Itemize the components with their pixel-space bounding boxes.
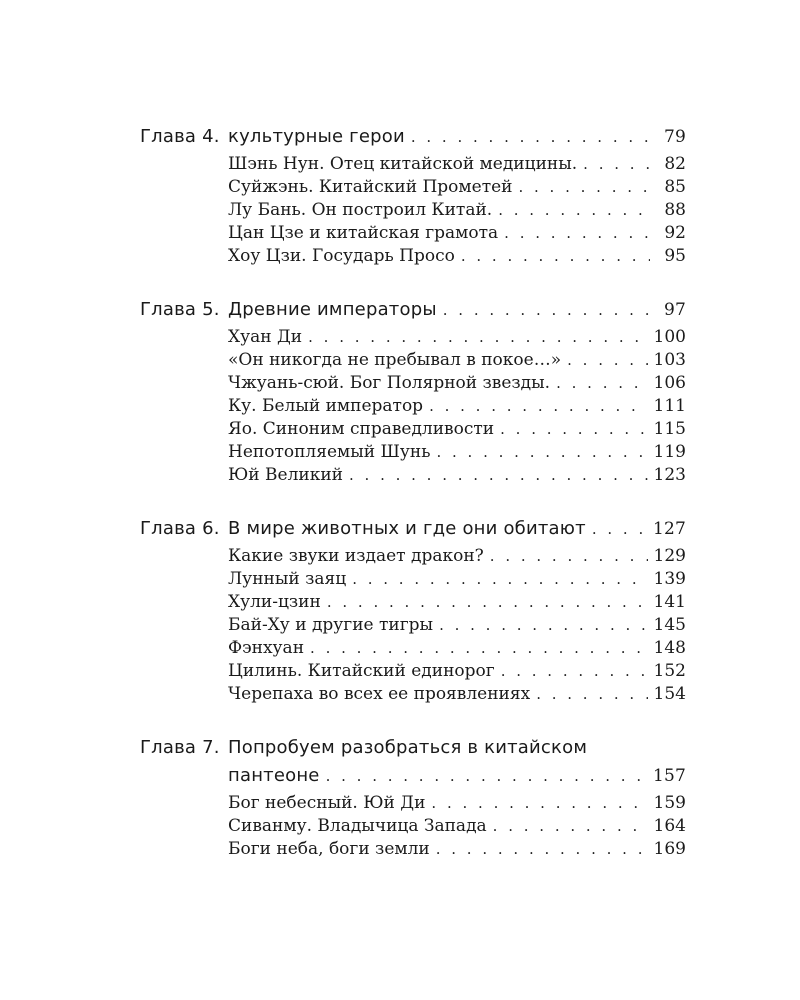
chapter-heading[interactable] [140,737,686,765]
dot-leader [310,639,648,657]
chapter-title: В мире животных и где они обитают [228,518,586,539]
page-number: 92 [664,223,686,243]
toc-entry[interactable] [140,839,686,862]
page-number: 154 [653,684,686,704]
page-number: 139 [653,569,686,589]
toc-entry[interactable] [140,200,686,223]
chapter-6 [140,518,686,707]
entry-title: Хоу Цзи. Государь Просо [228,246,455,266]
dot-leader [352,570,647,588]
chapter-label: Глава 4. [140,126,220,147]
entry-title: Хули-цзин [228,592,321,612]
page-number: 82 [664,154,686,174]
toc-entry[interactable] [140,569,686,592]
page-number: 141 [653,592,686,612]
toc-entry[interactable] [140,816,686,839]
entry-title: Непотопляемый Шунь [228,442,431,462]
entry-title: Ку. Белый император [228,396,424,416]
entry-title: Юй Великий [228,465,343,485]
page-number: 152 [653,661,686,681]
dot-leader [443,301,650,319]
dot-leader [461,247,650,265]
toc-entry[interactable] [140,442,686,465]
page-number: 97 [663,300,686,320]
toc-entry[interactable] [140,223,686,246]
dot-leader [501,662,648,680]
dot-leader [431,794,647,812]
dot-leader [500,420,647,438]
entry-title: Цан Цзе и китайская грамота [228,223,499,243]
toc-entry[interactable] [140,177,686,200]
chapter-label: Глава 5. [140,299,220,320]
dot-leader [436,840,648,858]
toc-entry[interactable] [140,373,686,396]
chapter-4 [140,126,686,269]
page-number: 115 [653,419,686,439]
page-number: 127 [652,519,686,539]
dot-leader [411,128,650,146]
chapter-title-line-2: пантеоне [228,765,320,786]
entry-title: Хуан Ди [228,327,303,347]
chapter-title: Попробуем разобраться в китайском [228,737,588,758]
page-number: 159 [653,793,686,813]
page-number: 85 [664,177,686,197]
entry-title: Бог небесный. Юй Ди [228,793,426,813]
chapter-5 [140,299,686,488]
dot-leader [439,616,647,634]
dot-leader [326,767,647,785]
dot-leader [349,466,648,484]
toc-entry[interactable] [140,154,686,177]
page-number: 145 [653,615,686,635]
page-number: 169 [653,839,686,859]
toc-entry[interactable] [140,327,686,350]
entry-title: Боги неба, боги земли [228,839,430,859]
toc-entry[interactable] [140,684,686,707]
toc-entry[interactable] [140,793,686,816]
chapter-heading[interactable] [140,126,686,154]
dot-leader [436,443,647,461]
toc-entry[interactable] [140,661,686,684]
toc-entry[interactable] [140,350,686,373]
entry-title: Шэнь Нун. Отец китайской медицины. [228,154,578,174]
page-number: 129 [653,546,686,566]
page-number: 164 [653,816,686,836]
page-number: 103 [653,350,686,370]
entry-title: Лу Бань. Он построил Китай. [228,200,493,220]
dot-leader [490,547,648,565]
dot-leader [327,593,648,611]
dot-leader [429,397,647,415]
page-number: 123 [653,465,686,485]
entry-title: Яо. Синоним справедливости [228,419,495,439]
entry-title: Черепаха во всех ее проявлениях [228,684,531,704]
chapter-title: культурные герои [228,126,405,147]
entry-title: «Он никогда не пребывал в покое…» [228,350,562,370]
entry-title: Лунный заяц [228,569,347,589]
chapter-heading[interactable] [140,299,686,327]
chapter-heading[interactable] [140,518,686,546]
dot-leader [536,685,647,703]
toc-entry[interactable] [140,592,686,615]
entry-title: Суйжэнь. Китайский Прометей [228,177,513,197]
toc-entry[interactable] [140,246,686,269]
page-number: 157 [652,766,686,786]
chapter-label: Глава 7. [140,737,220,758]
page-number: 106 [653,373,686,393]
toc-entry[interactable] [140,638,686,661]
page-number: 119 [653,442,686,462]
chapter-heading-continuation[interactable] [140,765,686,793]
toc-entry[interactable] [140,465,686,488]
entry-title: Цилинь. Китайский единорог [228,661,495,681]
chapter-label: Глава 6. [140,518,220,539]
page-number: 79 [663,127,686,147]
page-number: 148 [653,638,686,658]
table-of-contents [140,126,686,892]
chapter-7 [140,737,686,862]
dot-leader [592,520,647,538]
page-number: 95 [664,246,686,266]
entry-title: Чжуань-сюй. Бог Полярной звезды. [228,373,551,393]
dot-leader [493,817,648,835]
toc-entry[interactable] [140,396,686,419]
dot-leader [518,178,650,196]
dot-leader [556,374,647,392]
entry-title: Бай-Ху и другие тигры [228,615,434,635]
chapter-title: Древние императоры [228,299,437,320]
dot-leader [308,328,647,346]
page-number: 100 [653,327,686,347]
page-number: 111 [653,396,686,416]
dot-leader [583,155,650,173]
entry-title: Фэнхуан [228,638,305,658]
page-number: 88 [664,200,686,220]
entry-title: Сиванму. Владычица Запада [228,816,487,836]
dot-leader [567,351,647,369]
toc-entry[interactable] [140,615,686,638]
entry-title: Какие звуки издает дракон? [228,546,484,566]
toc-entry[interactable] [140,419,686,442]
dot-leader [498,201,650,219]
dot-leader [504,224,650,242]
toc-entry[interactable] [140,546,686,569]
